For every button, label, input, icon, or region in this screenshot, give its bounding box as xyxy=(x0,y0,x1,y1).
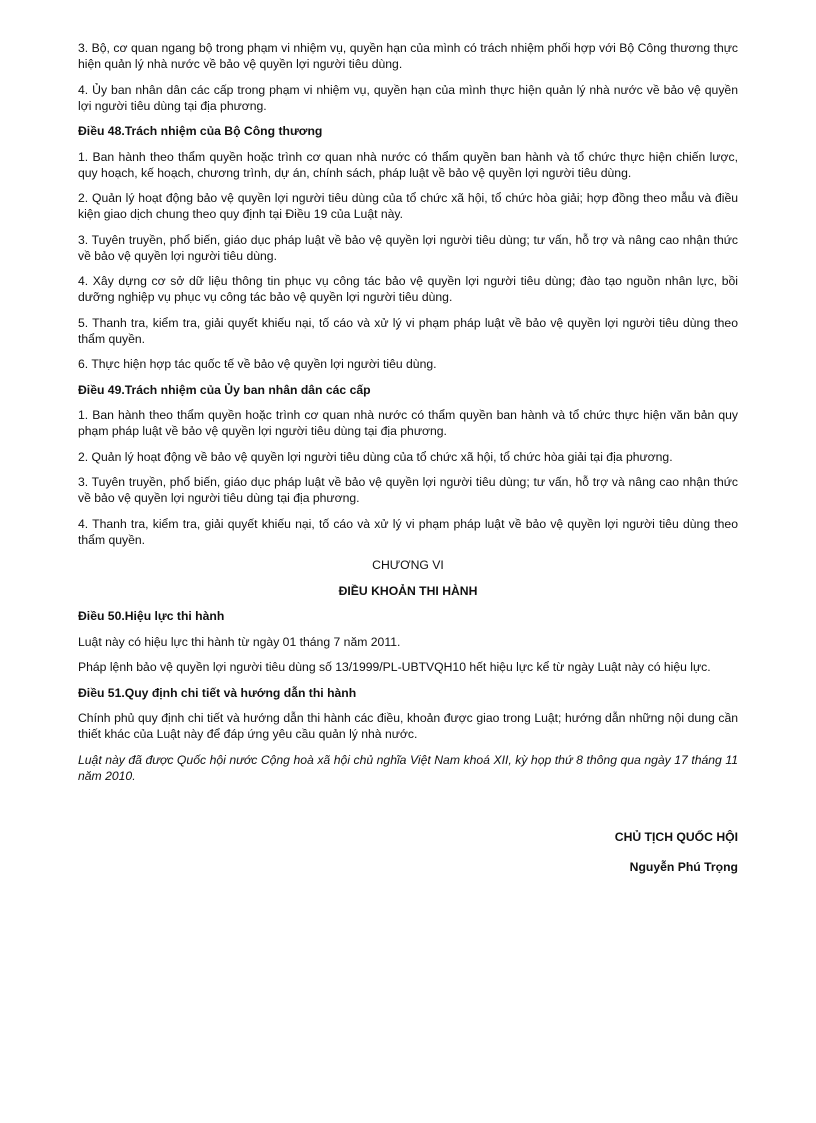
article-51-heading: Điều 51.Quy định chi tiết và hướng dẫn thi hành xyxy=(78,685,357,700)
document-page xyxy=(78,40,738,875)
article-48-item: 3. Tuyên truyền, phổ biến, giáo dục pháp luật về bảo vệ quyền lợi người tiêu dùng; tư vấn, hỗ trợ và nâng cao nhận thức về bảo vệ quyền lợi người tiêu dùng. xyxy=(78,232,738,263)
article-48-item: 6. Thực hiện hợp tác quốc tế về bảo vệ quyền lợi người tiêu dùng. xyxy=(78,357,437,371)
signature-title: CHỦ TỊCH QUỐC HỘI xyxy=(614,830,738,844)
article-49-item: 3. Tuyên truyền, phổ biến, giáo dục pháp luật về bảo vệ quyền lợi người tiêu dùng; tư vấn, hỗ trợ và nâng cao nhận thức về bảo vệ quyền lợi người tiêu dùng tại địa phương. xyxy=(78,475,738,505)
closing-note: Luật này đã được Quốc hội nước Cộng hoà xã hội chủ nghĩa Việt Nam khoá XII, kỳ họp thứ 8 thông qua ngày 17 tháng 11 năm 2010. xyxy=(78,752,738,783)
article-48-item: 1. Ban hành theo thẩm quyền hoặc trình cơ quan nhà nước có thẩm quyền ban hành và tổ chức thực hiện chiến lược, quy hoạch, kế hoạch, chương trình, dự án, chính sách, pháp luật về bảo vệ quyền lợi người tiêu dùng. xyxy=(78,149,738,180)
article-49-item: 2. Quản lý hoạt động về bảo vệ quyền lợi người tiêu dùng của tổ chức xã hội, tổ chức hòa giải tại địa phương. xyxy=(78,449,673,464)
article-48-heading: Điều 48.Trách nhiệm của Bộ Công thương xyxy=(78,124,323,138)
chapter-number: CHƯƠNG VI xyxy=(372,558,444,572)
article-48-item: 5. Thanh tra, kiểm tra, giải quyết khiếu nại, tố cáo và xử lý vi phạm pháp luật về bảo vệ quyền lợi người tiêu dùng theo thẩm quyền. xyxy=(78,315,738,346)
article-49-item: 4. Thanh tra, kiểm tra, giải quyết khiếu nại, tố cáo và xử lý vi phạm pháp luật về bảo vệ quyền lợi người tiêu dùng theo thẩm quyền. xyxy=(78,516,738,547)
article-49-item: 1. Ban hành theo thẩm quyền hoặc trình cơ quan nhà nước có thẩm quyền ban hành và tổ chức thực hiện văn bản quy phạm pháp luật về bảo vệ quyền lợi người tiêu dùng tại địa phương. xyxy=(78,408,738,438)
article-50-item: Pháp lệnh bảo vệ quyền lợi người tiêu dùng số 13/1999/PL-UBTVQH10 hết hiệu lực kể từ ngày Luật này có hiệu lực. xyxy=(78,660,711,674)
chapter-title: ĐIỀU KHOẢN THI HÀNH xyxy=(338,583,478,598)
article-51-item: Chính phủ quy định chi tiết và hướng dẫn thi hành các điều, khoản được giao trong Luật; hướng dẫn những nội dung cần thiết khác của Luật này để đáp ứng yêu cầu quản lý nhà nước. xyxy=(78,711,738,741)
signature-name: Nguyễn Phú Trọng xyxy=(629,860,738,874)
spacer xyxy=(78,793,738,829)
article-48-item: 2. Quản lý hoạt động bảo vệ quyền lợi người tiêu dùng của tổ chức xã hội, tổ chức hòa giải; hợp đồng theo mẫu và điều kiện giao dịch chung theo quy định tại Điều 19 của Luật này. xyxy=(78,191,738,221)
paragraph: 3. Bộ, cơ quan ngang bộ trong phạm vi nhiệm vụ, quyền hạn của mình có trách nhiệm phối hợp với Bộ Công thương thực hiện quản lý nhà nước về bảo vệ quyền lợi người tiêu dùng. xyxy=(78,41,738,71)
article-48-item: 4. Xây dựng cơ sở dữ liệu thông tin phục vụ công tác bảo vệ quyền lợi người tiêu dùng; đào tạo nguồn nhân lực, bồi dưỡng nghiệp vụ phục vụ công tác bảo vệ quyền lợi người tiêu dùng. xyxy=(78,274,738,304)
article-49-heading: Điều 49.Trách nhiệm của Ủy ban nhân dân các cấp xyxy=(78,382,371,397)
paragraph: 4. Ủy ban nhân dân các cấp trong phạm vi nhiệm vụ, quyền hạn của mình thực hiện quản lý nhà nước về bảo vệ quyền lợi người tiêu dùng tại địa phương. xyxy=(78,82,738,113)
article-50-item: Luật này có hiệu lực thi hành từ ngày 01 tháng 7 năm 2011. xyxy=(78,634,401,649)
article-50-heading: Điều 50.Hiệu lực thi hành xyxy=(78,609,225,623)
